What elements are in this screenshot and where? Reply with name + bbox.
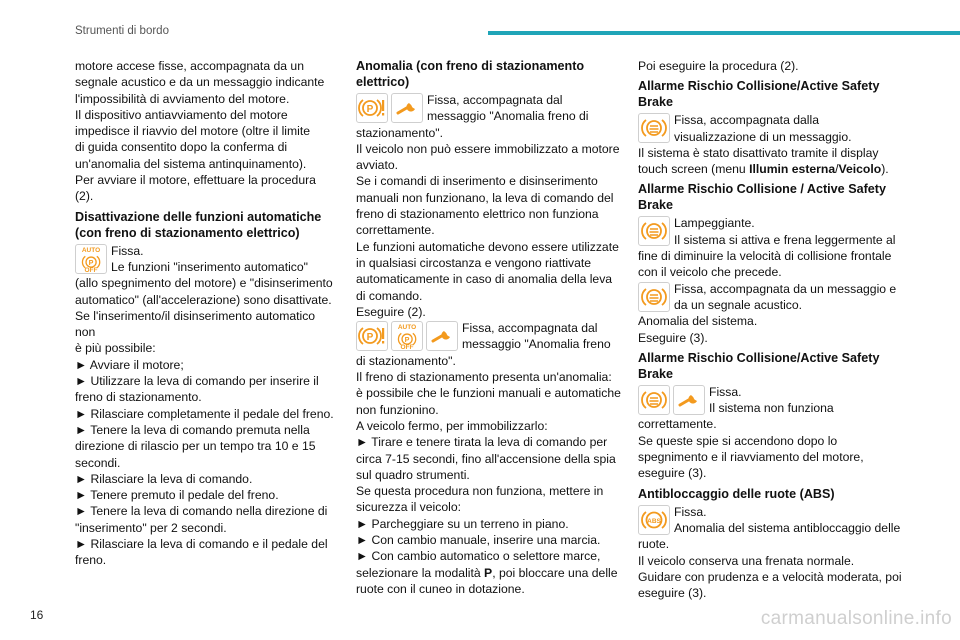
warning-lamp-group [356,321,458,351]
text-line: ► Rilasciare la leva di comando e il pedale del [75,537,328,552]
text-line: Fissa, accompagnata da un messaggio e [674,281,897,296]
warning-entry [638,504,904,602]
text-line: secondi. [75,455,121,470]
text-line: di guida consentito dopo la conferma di [75,140,288,155]
text-line: ► Utilizzare la leva di comando per inserire il [75,374,319,389]
collision-alert-icon [638,216,670,246]
text-line: ruote con il cuneo in dotazione. [356,581,525,596]
parking-brake-icon [356,93,388,123]
text-line: direzione di rilascio per un tempo tra 10 e 15 [75,439,316,454]
warning-entry [75,243,337,569]
text-line: segnale acustico e da un messaggio indicante [75,75,325,90]
text-line: Le funzioni "inserimento automatico" [111,259,308,274]
text-line: ► Tenere la leva di comando premuta nella [75,422,310,437]
warning-entry [638,281,904,346]
column-1 [75,58,337,569]
warning-lamp-group [638,282,670,312]
text-line: ► Tenere la leva di comando nella direzione di [75,504,328,519]
text-line: Lampeggiante. [674,216,755,231]
text-line: è più possibile: [75,341,156,356]
text-line: ► Con cambio automatico o selettore marce, [356,549,601,564]
text-line: Il dispositivo antiavviamento del motore [75,107,288,122]
svg-text:OFF: OFF [400,344,414,351]
text-line: spegnimento e il riavviamento del motore, [638,450,864,465]
svg-text:AUTO: AUTO [397,324,417,332]
text-line: motore accese fisse, accompagnata da un [75,59,304,73]
text-line: ► Avviare il motore; [75,357,184,372]
text-line: Eseguire (3). [638,330,708,345]
text-line: eseguire (3). [638,586,707,601]
text-line: freno. [75,553,107,568]
text-line: Il freno di stazionamento presenta un'anomalia: [356,370,612,385]
warning-lamp-group [638,216,670,246]
text-line: di stazionamento". [356,353,456,368]
text-line: selezionare la modalità [356,565,485,580]
warning-entry [638,215,904,280]
text-line: Se questa procedura non funziona, mettere in [356,484,604,499]
text-line: automaticamente in caso di anomalia della leva [356,272,613,287]
text-line: impedisce il riavvio del motore (oltre il limite [75,124,311,139]
menu-path: Veicolo [838,162,882,177]
text-line: messaggio "Anomalia freno [462,337,611,352]
warning-entry [356,320,622,597]
section-heading: Disattivazione delle funzioni automatiche (con freno di stazionamento elettrico) [75,209,322,240]
text-line: / [835,162,839,177]
text-line: stazionamento". [356,125,443,140]
section-heading: Allarme Rischio Collisione / Active Safety Brake [638,182,886,213]
text-line: ruote. [638,537,670,552]
text-line: eseguire (3). [638,466,707,481]
text-line: , poi bloccare una delle [492,565,618,580]
text-line: circa 7-15 secondi, fino all'accensione della spia [356,451,616,466]
menu-path: Illumin esterna [749,162,836,177]
collision-alert-icon [638,113,670,143]
warning-entry [638,384,904,482]
column-3 [638,58,904,601]
svg-text:OFF: OFF [84,266,98,273]
text-line: messaggio "Anomalia freno di [427,109,589,124]
text-line: Se l'inserimento/il disinserimento automatico non [75,308,316,340]
svg-text:AUTO: AUTO [81,246,101,254]
text-line: Eseguire (2). [356,304,426,319]
warning-lamp-group [638,385,705,415]
text-line: Per avviare il motore, effettuare la procedura (2). [75,173,316,204]
text-line: touch screen (menu [638,162,750,177]
header-accent-bar [488,31,960,35]
text-line: un'anomalia del sistema antinquinamento). [75,156,307,171]
text-line: Il sistema non funziona [709,401,834,416]
text-line: sul quadro strumenti. [356,467,470,482]
text-line: ► Rilasciare la leva di comando. [75,471,253,486]
text-line: con il veicolo che precede. [638,265,782,280]
abs-icon [638,505,670,535]
text-line: da un segnale acustico. [674,297,803,312]
text-line: Le funzioni automatiche devono essere utilizzate [356,239,619,254]
warning-entry [356,92,622,320]
intro-paragraph [75,58,337,205]
text-line: sicurezza il veicolo: [356,500,461,515]
section-heading: Allarme Rischio Collisione/Active Safety Brake [638,350,880,381]
text-line: ► Rilasciare completamente il pedale del freno. [75,406,334,421]
text-line: Fissa, accompagnata dal [462,321,598,336]
text-line: di comando. [356,288,423,303]
collision-alert-icon [638,385,670,415]
text-line: A veicolo fermo, per immobilizzarlo: [356,418,548,433]
text-line: ► Tenere premuto il pedale del freno. [75,488,279,503]
section-heading: Anomalia (con freno di stazionamento elettrico) [356,59,585,89]
text-line: correttamente. [356,223,435,238]
text-line: Il veicolo non può essere immobilizzato a motore [356,141,620,156]
text-line: Se queste spie si accendono dopo lo [638,433,838,448]
wrench-icon [673,385,705,415]
text-line: visualizzazione di un messaggio. [674,129,852,144]
text-line: Fissa, accompagnata dal [427,93,563,107]
text-line: Fissa. [111,243,144,258]
column-2 [356,58,622,597]
text-line: in qualsiasi circostanza e vengono riattivate [356,255,592,270]
text-line: l'impossibilità di avviamento del motore. [75,91,290,106]
text-line: Anomalia del sistema antibloccaggio delle [674,520,901,535]
text-line: freno di stazionamento elettrico non funziona [356,207,599,222]
text-line: Se i comandi di inserimento e disinserimento [356,174,598,189]
text-line: non funzionino. [356,402,439,417]
text-line: fine di diminuire la velocità di collisione frontale [638,249,892,264]
text-line: ). [881,162,889,177]
text-line: ► Tirare e tenere tirata la leva di comando per [356,435,608,450]
section-heading: Antibloccaggio delle ruote (ABS) [638,486,835,501]
text-line: Il sistema si attiva e frena leggermente al [674,232,896,247]
mode-letter: P [484,565,493,580]
warning-entry [638,112,904,177]
text-line: freno di stazionamento. [75,390,202,405]
text-line: correttamente. [638,417,717,432]
text-line: (allo spegnimento del motore) e "disinserimento [75,276,333,291]
section-heading: Allarme Rischio Collisione/Active Safety Brake [638,79,880,110]
warning-lamp-group [638,113,670,143]
text-line: automatico" (all'accelerazione) sono disattivate. [75,292,332,307]
procedure-note: Poi eseguire la procedura (2). [638,59,799,73]
auto-off-icon [75,244,107,274]
text-line: manuali non funzionano, la leva di comando del [356,190,614,205]
warning-lamp-group [75,244,107,274]
wrench-icon [426,321,458,351]
text-line: "inserimento" per 2 secondi. [75,520,227,535]
text-line: è possibile che le funzioni manuali e automatiche [356,386,621,401]
auto-off-icon [391,321,423,351]
text-line: Il veicolo conserva una frenata normale. [638,553,855,568]
page-number: 16 [30,608,44,622]
warning-lamp-group [356,93,423,123]
warning-lamp-group [638,505,670,535]
text-line: Guidare con prudenza e a velocità moderata, poi [638,569,902,584]
text-line: Fissa. [674,504,707,519]
text-line: Fissa. [709,384,742,399]
text-line: avviato. [356,158,399,173]
text-line: Il sistema è stato disattivato tramite il display [638,145,879,160]
parking-brake-icon [356,321,388,351]
text-line: ► Con cambio manuale, inserire una marcia. [356,533,601,548]
text-line: Fissa, accompagnata dalla [674,113,819,128]
page-header-title: Strumenti di bordo [75,25,169,37]
text-line: Anomalia del sistema. [638,314,758,329]
wrench-icon [391,93,423,123]
watermark: carmanualsonline.info [760,608,952,629]
collision-alert-icon [638,282,670,312]
text-line: ► Parcheggiare su un terreno in piano. [356,516,569,531]
